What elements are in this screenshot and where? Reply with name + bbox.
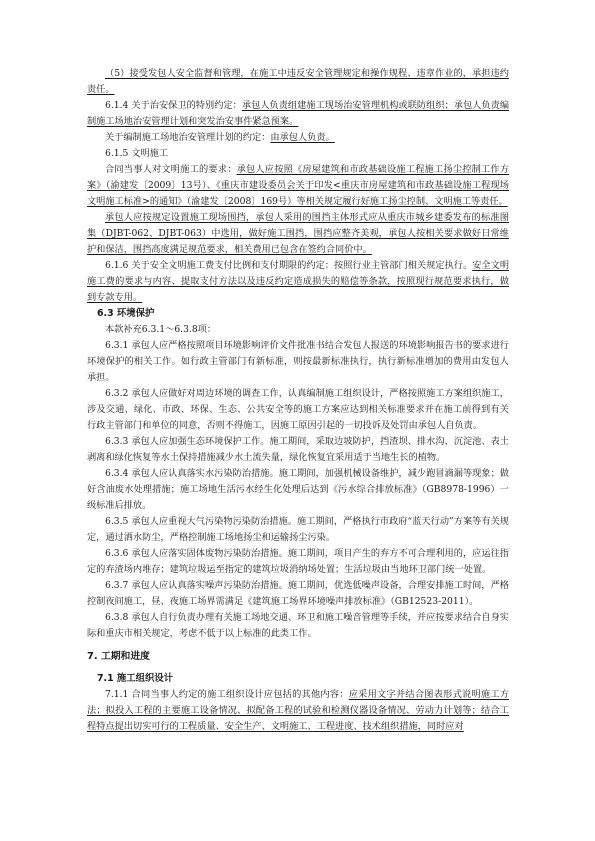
section-heading: 7. 工期和进度 <box>87 651 150 662</box>
text-run: 6.3.4 承包人应认真落实水污染防治措施。施工期间，加强机械设备维护，减少跑冒滴漏等现象；做好含油废水处理措施；施工场地生活污水经生化处理后达到《污水综合排放标准》（GB8978-1996）一级标准后排放。 <box>87 468 509 511</box>
paragraph <box>87 434 509 466</box>
text-run: 6.3.7 承包人应认真落实噪声污染防治措施。施工期间，优选低噪声设备，合理安排施工时间，严格控制夜间施工，昼、夜施工场界需满足《建筑施工场界环境噪声排放标准》（GB12523-2011）。 <box>87 580 509 607</box>
paragraph <box>87 210 509 258</box>
paragraph <box>87 338 509 386</box>
underlined-text: 应采用文字并结合图表形式说明施工方法；拟投入工程的主要施工设备情况、拟配备工程的试验和检测仪器设备情况、劳动力计划等；结合工程特点提出切实可行的工程质量、安全生产、文明施工、工程进度、技术组织措施，同时应对 <box>87 689 510 732</box>
text-run: 6.3.3 承包人应加强生态环境保护工作。施工期间，采取边坡防护，挡渣坝、排水沟、沉淀池、表土剥离和绿化恢复等水土保持措施减少水土流失量，绿化恢复宜采用适于当地生长的植物。 <box>87 436 509 463</box>
paragraph <box>87 466 509 514</box>
text-run: 6.3.5 承包人应重视大气污染物污染防治措施。施工期间，严格执行市政府“蓝天行动”方案等有关规定，通过洒水防尘，严格控制施工场地扬尘和运输扬尘污染。 <box>87 516 509 543</box>
text-run: 关于编制施工场地治安管理计划的约定： <box>105 132 271 143</box>
text-run: 6.3.6 承包人应落实固体废物污染防治措施。施工期间，项目产生的弃方不可合理利用的，应运往指定的弃渣场内堆存；建筑垃圾运至指定的建筑垃圾消纳场处置；生活垃圾由当地环卫部门统一处置。 <box>87 548 509 575</box>
paragraph <box>87 66 509 98</box>
paragraph <box>87 386 509 434</box>
underlined-text: （5）接受发包人安全监督和管理，在施工中违反安全管理规定和操作规程、违章作业的，承担违约责任。 <box>87 68 509 95</box>
paragraph <box>87 162 509 210</box>
paragraph <box>87 687 509 735</box>
underlined-text: 承包人负责组建施工现场治安管理机构或联防组织；承包人负责编制施工场地治安管理计划和突发治安事件紧急预案。 <box>87 100 510 127</box>
text-run: 6.1.4 关于治安保卫的特别约定： <box>105 100 242 111</box>
underlined-text: 承包人应按规定设置施工现场围挡，承包人采用的围挡主体形式应从重庆市城乡建委发布的标准图集（DJBT-062、DJBT-063）中选用，做好施工围挡，围挡应整齐美观，承包人按相关要求做好日常维护和保洁，围挡高度满足规范要求，相关费用已包含在签约合同价中。 <box>87 212 509 255</box>
text-run: 6.3.8 承包人自行负责办理有关施工场地交通、环卫和施工噪音管理等手续，并应按要求结合自身实际和重庆市相关规定，考虑不低于以上标准的此类工作。 <box>87 612 509 639</box>
text-run: 合同当事人对文明施工的要求： <box>105 164 237 175</box>
text-run: 6.1.6 关于安全文明施工费支付比例和支付期限的约定：按照行业主管部门相关规定执行。 <box>105 260 473 271</box>
paragraph <box>87 546 509 578</box>
paragraph <box>87 322 509 338</box>
subsection-heading: 7.1 施工组织设计 <box>97 673 174 684</box>
subsection-heading: 6.3 环境保护 <box>97 308 155 319</box>
text-run: 7.1.1 合同当事人约定的施工组织设计应包括的其他内容： <box>105 689 349 700</box>
paragraph <box>87 258 509 306</box>
paragraph <box>87 610 509 642</box>
document-page <box>87 66 509 735</box>
paragraph <box>87 130 509 146</box>
paragraph <box>87 514 509 546</box>
paragraph <box>87 98 509 130</box>
text-run: 6.3.1 承包人应严格按照项目环境影响评价文件批准书结合发包人报送的环境影响报告书的要求进行环境保护的相关工作。如行政主管部门有新标准，则按最新标准执行，执行新标准增加的费用由发包人承担。 <box>87 340 509 383</box>
text-run: 本款补充6.3.1～6.3.8项： <box>105 324 217 335</box>
paragraph <box>87 146 509 162</box>
text-run: 6.1.5 文明施工 <box>105 148 169 159</box>
underlined-text: 安全文明施工费的要求与内容、提取支付方法以及违反约定造成损失的赔偿等条款，按照现行规范要求执行，做到专款专用。 <box>87 260 510 303</box>
underlined-text: 承包人应按照《房屋建筑和市政基础设施工程施工扬尘控制工作方案》（渝建发〔2009〕13号）、《重庆市建设委员会关于印发<重庆市房屋建筑和市政基础设施工程现场文明施工标准>的通知》（渝建发〔2008〕169号）等相关规定履行好施工扬尘控制、文明施工等责任。 <box>87 164 510 207</box>
underlined-text: 由承包人负责。 <box>270 132 335 143</box>
text-run: 6.3.2 承包人应做好对周边环境的调查工作，认真编制施工组织设计，严格按照施工方案组织施工，涉及交通、绿化、市政、环保、生态、公共安全等的施工方案应达到相关标准要求并在施工前得到有关行政主管部门和单位的同意，否则不得施工，因施工原因引起的一切投诉及处罚由承包人自负责。 <box>87 388 509 431</box>
paragraph <box>87 578 509 610</box>
